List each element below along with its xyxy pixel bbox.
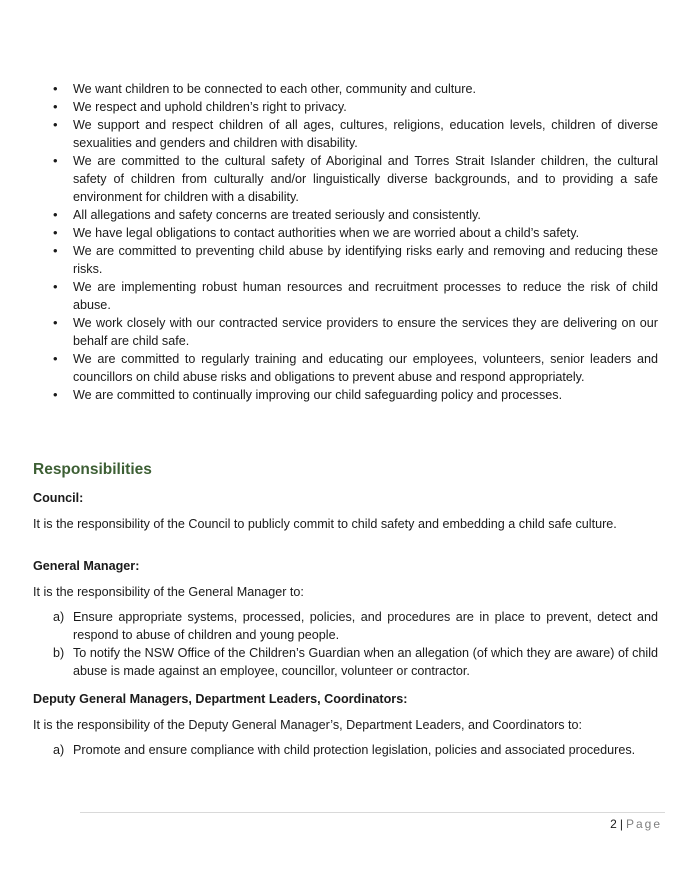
list-marker: a) <box>53 610 65 624</box>
section-heading-responsibilities: Responsibilities <box>33 461 152 478</box>
footer-divider <box>80 812 665 813</box>
list-item-text: To notify the NSW Office of the Children’s Guardian when an allegation (of which they are aware) of child abuse is made against an employee, councillor, volunteer or contractor. <box>73 646 658 678</box>
list-item: • We want children to be connected to each other, community and culture. <box>73 80 658 98</box>
list-marker: b) <box>53 646 65 660</box>
page-footer <box>610 815 662 833</box>
general-manager-subheading: General Manager: <box>33 559 140 573</box>
general-manager-intro: It is the responsibility of the General Manager to: <box>33 585 304 599</box>
page-number: 2 <box>610 817 617 831</box>
council-paragraph: It is the responsibility of the Council to publicly commit to child safety and embedding a child safe culture. <box>33 517 617 531</box>
list-item: • All allegations and safety concerns are treated seriously and consistently. <box>73 206 658 224</box>
council-subheading: Council: <box>33 491 84 505</box>
general-manager-list <box>33 608 658 680</box>
list-item: • We are committed to continually improving our child safeguarding policy and processes. <box>73 386 658 404</box>
list-item <box>53 608 658 644</box>
list-item <box>53 741 658 759</box>
list-item: • We work closely with our contracted service providers to ensure the services they are delivering on our behalf are child safe. <box>73 314 658 350</box>
list-marker: a) <box>53 743 65 757</box>
list-item: • We respect and uphold children’s right to privacy. <box>73 98 658 116</box>
list-item: • We are committed to the cultural safety of Aboriginal and Torres Strait Islander children, the cultural safety of children from culturally and/or linguistically diverse backgrounds, and to providing a safe environment for children with a disability. <box>73 152 658 206</box>
commitments-list <box>33 80 658 404</box>
list-item: • We are committed to regularly training and educating our employees, volunteers, senior leaders and councillors on child abuse risks and obligations to prevent abuse and respond appropriately. <box>73 350 658 386</box>
list-item: • We are committed to preventing child abuse by identifying risks early and removing and reducing these risks. <box>73 242 658 278</box>
page-label: Page <box>625 817 662 831</box>
list-item <box>53 644 658 680</box>
footer-separator: | <box>619 817 623 831</box>
deputy-intro: It is the responsibility of the Deputy General Manager’s, Department Leaders, and Coordinators to: <box>33 718 583 732</box>
list-item: • We support and respect children of all ages, cultures, religions, education levels, children of diverse sexualities and genders and children with disability. <box>73 116 658 152</box>
list-item: • We are implementing robust human resources and recruitment processes to reduce the risk of child abuse. <box>73 278 658 314</box>
list-item-text: Promote and ensure compliance with child protection legislation, policies and associated procedures. <box>73 743 636 757</box>
deputy-list <box>33 741 658 759</box>
deputy-subheading: Deputy General Managers, Department Leaders, Coordinators: <box>33 692 408 706</box>
list-item-text: Ensure appropriate systems, processed, policies, and procedures are in place to prevent, detect and respond to abuse of children and young people. <box>73 610 658 642</box>
list-item: • We have legal obligations to contact authorities when we are worried about a child’s safety. <box>73 224 658 242</box>
